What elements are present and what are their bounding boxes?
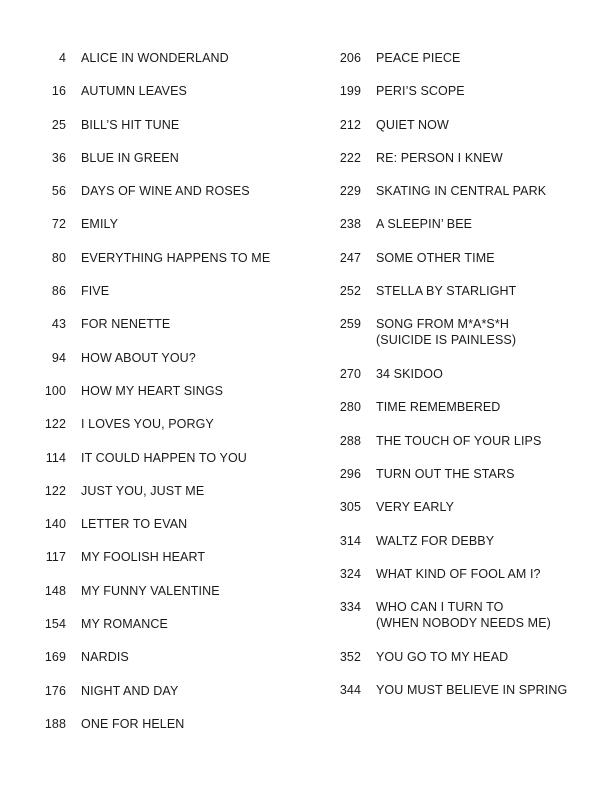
- song-title-block: [81, 183, 250, 199]
- page-number: 72: [51, 217, 66, 232]
- song-title: RE: PERSON I KNEW: [376, 150, 503, 165]
- song-title: WHO CAN I TURN TO: [376, 600, 504, 615]
- song-title: I LOVES YOU, PORGY: [81, 417, 214, 432]
- page-number: 247: [339, 250, 361, 265]
- song-title-block: [376, 466, 515, 482]
- song-title-block: [376, 216, 472, 232]
- page-number: 188: [44, 716, 66, 731]
- page-number: 80: [51, 250, 66, 265]
- contents-entry: [30, 549, 300, 582]
- contents-column-left: [30, 50, 300, 749]
- contents-entry: [326, 466, 586, 499]
- song-title-block: [81, 616, 168, 632]
- page-number: 229: [339, 184, 361, 199]
- song-title-block: [376, 682, 567, 698]
- song-title-block: [376, 83, 465, 99]
- contents-entry: [326, 599, 586, 649]
- page-number: 117: [45, 550, 66, 565]
- contents-entry: [326, 566, 586, 599]
- page-number: 259: [339, 317, 361, 332]
- song-title: SKATING IN CENTRAL PARK: [376, 184, 547, 199]
- contents-entry: [30, 250, 300, 283]
- contents-entry: [30, 150, 300, 183]
- song-title: VERY EARLY: [376, 500, 455, 515]
- song-title: NARDIS: [81, 650, 129, 665]
- song-title: MY FUNNY VALENTINE: [81, 583, 220, 598]
- song-title: BLUE IN GREEN: [81, 150, 179, 165]
- song-title-block: [81, 150, 179, 166]
- contents-entry: [326, 83, 586, 116]
- song-title: HOW MY HEART SINGS: [81, 383, 224, 398]
- page-number: 212: [339, 117, 361, 132]
- page-number: 199: [339, 84, 361, 99]
- song-title: DAYS OF WINE AND ROSES: [81, 184, 250, 199]
- song-title-block: [376, 599, 551, 631]
- contents-entry: [326, 499, 586, 532]
- song-title: YOU MUST BELIEVE IN SPRING: [376, 683, 568, 698]
- song-title: HOW ABOUT YOU?: [81, 350, 196, 365]
- contents-entry: [326, 533, 586, 566]
- song-title-block: [81, 716, 184, 732]
- page-number: 238: [339, 217, 361, 232]
- contents-entry: [326, 399, 586, 432]
- page-number: 169: [44, 650, 66, 665]
- song-title: ONE FOR HELEN: [81, 716, 185, 731]
- contents-entry: [326, 216, 586, 249]
- song-title: YOU GO TO MY HEAD: [376, 650, 509, 665]
- page-number: 94: [51, 350, 66, 365]
- contents-entry: [326, 316, 586, 366]
- contents-entry: [30, 83, 300, 116]
- contents-entry: [30, 616, 300, 649]
- song-title: ALICE IN WONDERLAND: [81, 51, 229, 65]
- song-title-block: [376, 316, 516, 348]
- song-title: WHAT KIND OF FOOL AM I?: [376, 566, 541, 581]
- song-title-block: [376, 150, 503, 166]
- song-subtitle: (SUICIDE IS PAINLESS): [376, 333, 517, 348]
- contents-entry: [30, 683, 300, 716]
- song-title-block: [81, 283, 109, 299]
- page-number: 324: [339, 566, 361, 581]
- page-number: 344: [339, 683, 361, 698]
- page-number: 222: [339, 150, 361, 165]
- song-title-block: [81, 549, 205, 565]
- song-title-block: [376, 183, 546, 199]
- contents-entry: [326, 183, 586, 216]
- song-title-block: [81, 416, 214, 432]
- song-title-block: [376, 566, 541, 582]
- contents-entry: [326, 117, 586, 150]
- contents-entry: [326, 366, 586, 399]
- contents-entry: [30, 183, 300, 216]
- song-subtitle: (WHEN NOBODY NEEDS ME): [376, 616, 551, 631]
- song-title: A SLEEPIN’ BEE: [376, 217, 473, 232]
- song-title: PEACE PIECE: [376, 51, 461, 65]
- page-number: 305: [339, 500, 361, 515]
- song-title-block: [376, 533, 494, 549]
- song-title-block: [376, 649, 508, 665]
- page-number: 122: [44, 417, 66, 432]
- page-number: 176: [44, 683, 66, 698]
- song-title-block: [81, 516, 187, 532]
- song-title-block: [81, 117, 179, 133]
- song-title: MY FOOLISH HEART: [81, 550, 206, 565]
- contents-entry: [326, 50, 586, 83]
- song-title: MY ROMANCE: [81, 617, 168, 632]
- contents-entry: [326, 433, 586, 466]
- song-title-block: [81, 683, 178, 699]
- page-number: 16: [51, 84, 66, 99]
- song-title-block: [376, 433, 541, 449]
- song-title: THE TOUCH OF YOUR LIPS: [376, 433, 542, 448]
- song-title-block: [81, 350, 196, 366]
- song-title: STELLA BY STARLIGHT: [376, 284, 517, 299]
- song-title-block: [376, 399, 500, 415]
- page-number: 56: [51, 184, 66, 199]
- contents-column-right: [326, 50, 586, 716]
- song-title: FOR NENETTE: [81, 317, 171, 332]
- page-number: 352: [339, 650, 361, 665]
- contents-entry: [326, 649, 586, 682]
- page-number: 43: [51, 317, 66, 332]
- page-number: 148: [44, 583, 66, 598]
- page-number: 206: [339, 51, 361, 65]
- contents-entry: [30, 516, 300, 549]
- song-title: SOME OTHER TIME: [376, 250, 495, 265]
- song-title-block: [81, 250, 270, 266]
- song-title-block: [81, 649, 129, 665]
- song-title: WALTZ FOR DEBBY: [376, 533, 495, 548]
- contents-entry: [326, 250, 586, 283]
- page-number: 114: [45, 450, 66, 465]
- contents-entry: [30, 649, 300, 682]
- song-title-block: [81, 216, 118, 232]
- contents-entry: [30, 716, 300, 749]
- page-number: 280: [339, 400, 361, 415]
- contents-entry: [30, 117, 300, 150]
- song-title: NIGHT AND DAY: [81, 683, 179, 698]
- song-title: FIVE: [81, 284, 110, 299]
- song-title: BILL’S HIT TUNE: [81, 117, 180, 132]
- page-number: 100: [44, 383, 66, 398]
- page-number: 314: [339, 533, 361, 548]
- song-title: EMILY: [81, 217, 119, 232]
- song-title: SONG FROM M*A*S*H: [376, 317, 509, 332]
- song-title: LETTER TO EVAN: [81, 517, 188, 532]
- song-title-block: [81, 316, 170, 332]
- song-title: IT COULD HAPPEN TO YOU: [81, 450, 247, 465]
- contents-entry: [30, 483, 300, 516]
- page-number: 4: [58, 51, 66, 65]
- song-title-block: [81, 583, 220, 599]
- page-number: 296: [339, 467, 361, 482]
- song-title-block: [81, 450, 247, 466]
- page-number: 86: [51, 284, 66, 299]
- contents-entry: [30, 416, 300, 449]
- contents-entry: [326, 283, 586, 316]
- contents-entry: [30, 383, 300, 416]
- contents-entry: [326, 682, 586, 715]
- song-title-block: [81, 383, 223, 399]
- song-title: 34 SKIDOO: [376, 367, 443, 382]
- song-title-block: [376, 117, 449, 133]
- song-title-block: [376, 283, 516, 299]
- song-title-block: [376, 366, 443, 382]
- contents-entry: [30, 316, 300, 349]
- contents-entry: [30, 216, 300, 249]
- song-title: QUIET NOW: [376, 117, 449, 132]
- contents-entry: [30, 350, 300, 383]
- song-title-block: [81, 83, 187, 99]
- song-title-block: [376, 250, 495, 266]
- song-title-block: [81, 50, 229, 66]
- song-title-block: [376, 499, 454, 515]
- contents-entry: [30, 283, 300, 316]
- contents-entry: [30, 50, 300, 83]
- contents-entry: [30, 583, 300, 616]
- contents-entry: [30, 450, 300, 483]
- page-number: 334: [339, 600, 361, 615]
- page-number: 288: [339, 433, 361, 448]
- song-title-block: [376, 50, 460, 66]
- song-title: AUTUMN LEAVES: [81, 84, 187, 99]
- page-number: 25: [51, 117, 66, 132]
- song-title: TIME REMEMBERED: [376, 400, 501, 415]
- page-number: 270: [339, 367, 361, 382]
- page-number: 154: [44, 617, 66, 632]
- page-number: 36: [51, 150, 66, 165]
- contents-entry: [326, 150, 586, 183]
- song-title: EVERYTHING HAPPENS TO ME: [81, 250, 271, 265]
- song-title: PERI’S SCOPE: [376, 84, 465, 99]
- page-number: 140: [44, 517, 66, 532]
- song-title-block: [81, 483, 204, 499]
- song-title: JUST YOU, JUST ME: [81, 483, 205, 498]
- page-number: 252: [339, 284, 361, 299]
- page-number: 122: [44, 483, 66, 498]
- song-title: TURN OUT THE STARS: [376, 467, 515, 482]
